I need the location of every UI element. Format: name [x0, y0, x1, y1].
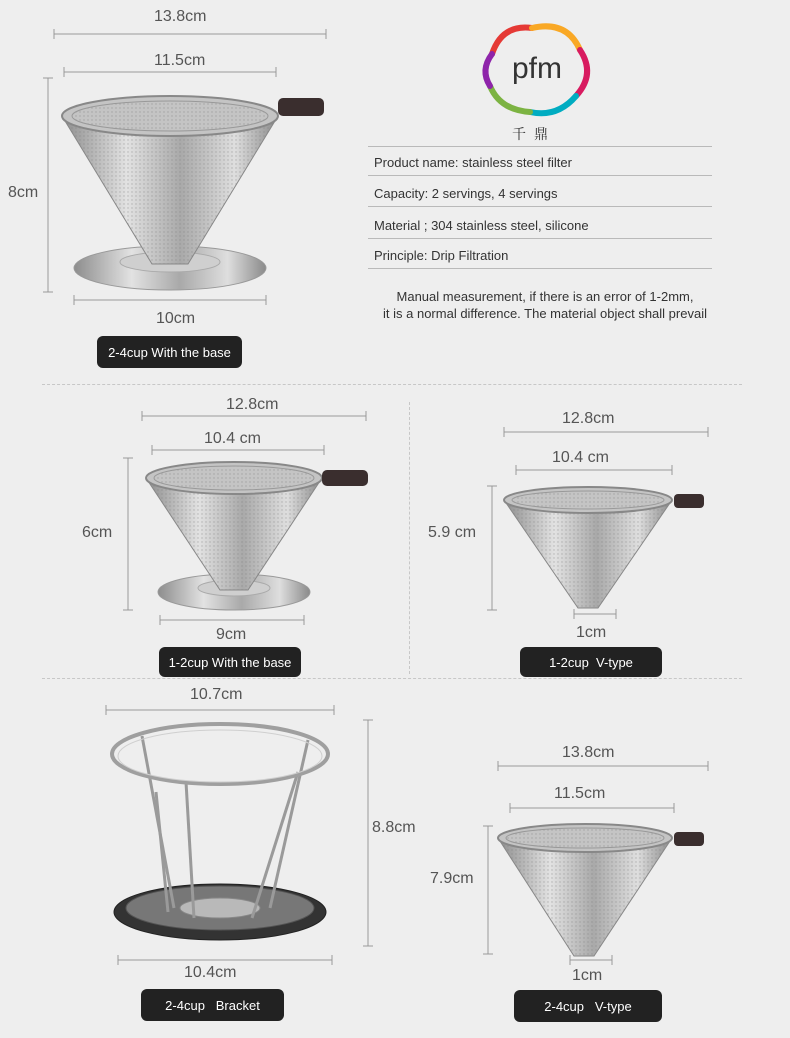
dim-p1-width-top: 13.8cm [154, 8, 207, 25]
dim-p2-width-rim: 10.4 cm [204, 430, 261, 447]
filter-with-base-icon [140, 456, 372, 616]
divider-vertical [409, 402, 410, 674]
note-line-2: it is a normal difference. The material object shall prevail [383, 306, 707, 321]
dim-p4-height: 8.8cm [372, 819, 416, 836]
dim-line-icon [482, 822, 494, 958]
label-p2: 1-2cup With the base [159, 647, 301, 677]
dim-line-icon [148, 444, 328, 456]
dim-line-icon [570, 608, 620, 620]
dim-p1-base: 10cm [156, 310, 196, 327]
dim-p1-width-rim: 11.5cm [154, 52, 206, 69]
dim-line-icon [362, 716, 374, 950]
dim-p2-base: 9cm [216, 626, 247, 643]
dim-p4-width-top: 10.7cm [190, 686, 243, 703]
dim-p3-width-top: 12.8cm [562, 410, 615, 427]
dim-line-icon [506, 802, 678, 814]
bracket-stand-icon [102, 722, 342, 958]
dim-line-icon [512, 464, 676, 476]
spec-material: Material ; 304 stainless steel, silicone [368, 213, 712, 239]
dim-p4-base: 10.4cm [184, 964, 237, 981]
spec-product-name: Product name: stainless steel filter [368, 150, 712, 176]
dim-p3-height: 5.9 cm [428, 524, 477, 541]
dim-p1-height: 8cm [8, 184, 39, 201]
dim-line-icon [70, 294, 270, 306]
brand-sub-text: 千鼎 [512, 127, 556, 143]
label-p3: 1-2cup V-type [520, 647, 662, 677]
v-type-filter-icon [500, 484, 710, 614]
spec-capacity: Capacity: 2 servings, 4 servings [368, 181, 712, 207]
dim-p5-height: 7.9cm [430, 870, 474, 887]
dim-p3-tip: 1cm [576, 624, 607, 641]
filter-with-base-icon [50, 82, 340, 294]
label-p4: 2-4cup Bracket [141, 989, 284, 1021]
v-type-filter-icon [494, 820, 710, 962]
dim-p2-width-top: 12.8cm [226, 396, 279, 413]
dim-line-icon [138, 410, 370, 422]
logo-text: pfm [511, 52, 563, 85]
dim-line-icon [122, 454, 134, 614]
dim-line-icon [486, 482, 498, 614]
divider-1 [42, 384, 742, 385]
dim-p5-tip: 1cm [572, 967, 603, 984]
spec-principle: Principle: Drip Filtration [368, 243, 712, 269]
dim-line-icon [566, 954, 616, 966]
brand-logo [472, 14, 602, 124]
logo-ring-icon [472, 14, 602, 124]
dim-p3-width-rim: 10.4 cm [552, 449, 609, 466]
dim-line-icon [60, 66, 280, 78]
dim-line-icon [500, 426, 712, 438]
dim-p2-height: 6cm [82, 524, 113, 541]
note-line-1: Manual measurement, if there is an error of 1-2mm, [396, 289, 694, 304]
spec-top-rule [368, 146, 712, 147]
dim-p5-width-rim: 11.5cm [554, 785, 606, 802]
label-p5: 2-4cup V-type [514, 990, 662, 1022]
dim-line-icon [102, 704, 338, 716]
dim-line-icon [50, 28, 330, 40]
dim-line-icon [494, 760, 712, 772]
divider-2 [42, 678, 742, 679]
dim-p5-width-top: 13.8cm [562, 744, 615, 761]
label-p1: 2-4cup With the base [97, 336, 242, 368]
dim-line-icon [156, 614, 308, 626]
